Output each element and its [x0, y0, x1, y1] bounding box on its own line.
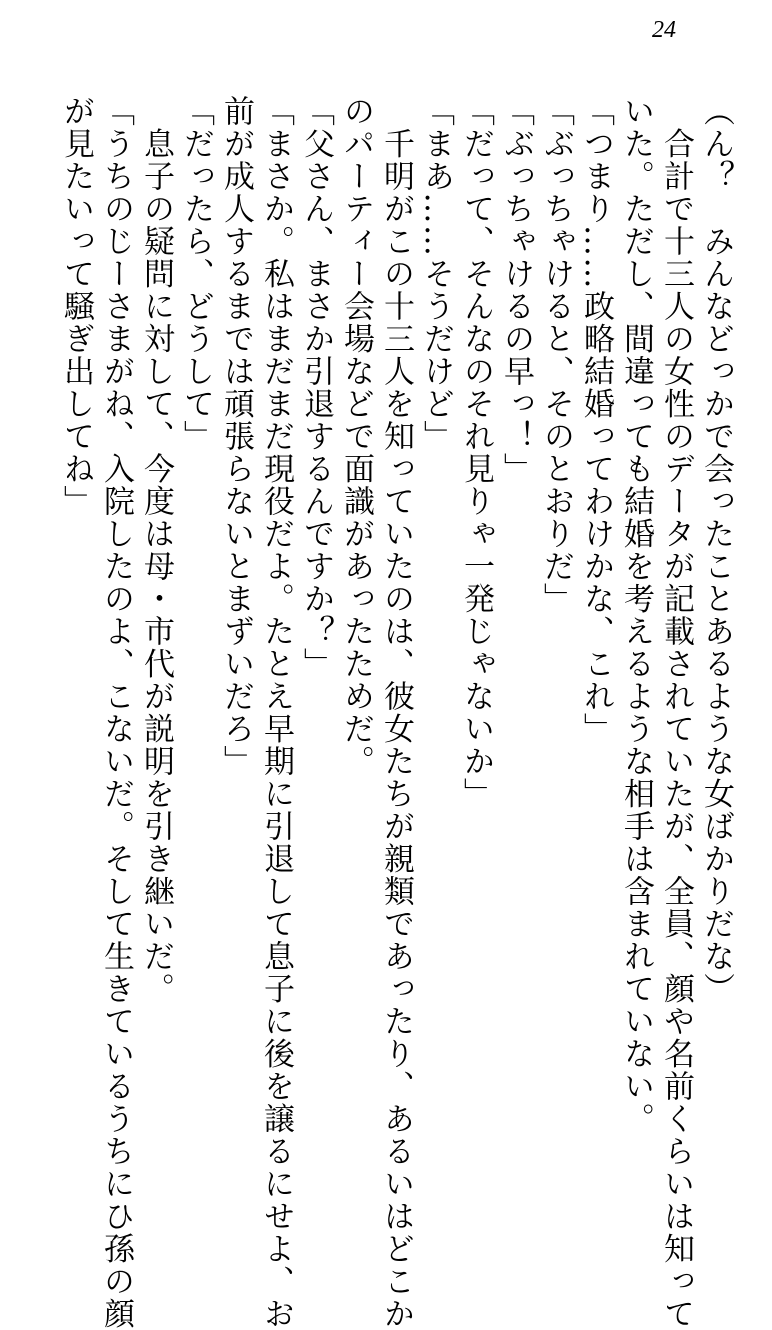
text-line: 「つまり……政略結婚ってわけかな、これ」 [578, 95, 614, 745]
text-line: 前が成人するまでは頑張らないとまずいだろ」 [218, 95, 254, 778]
vertical-text-body [36, 95, 736, 1330]
text-line: 息子の疑問に対して、今度は母・市代が説明を引き継いだ。 [138, 95, 174, 1005]
text-line: いた。ただし、間違っても結婚を考えるような相手は含まれていない。 [618, 95, 654, 1135]
text-line: 「うちのじーさまがね、入院したのよ、こないだ。そして生きているうちにひ孫の顔 [98, 95, 134, 1330]
text-line: 「ぶっちゃけると、そのとおりだ」 [538, 95, 574, 615]
text-line: 「ぶっちゃけるの早っ！」 [498, 95, 534, 485]
text-line: 「まあ……そうだけど」 [418, 95, 454, 453]
text-line: 「だって、そんなのそれ見りゃ一発じゃないか」 [458, 95, 494, 810]
text-line: 「だったら、どうして」 [178, 95, 214, 453]
page-number: 24 [652, 17, 676, 43]
text-line: 「父さん、まさか引退するんですか？」 [298, 95, 334, 680]
text-line: が見たいって騒ぎ出してね」 [58, 95, 94, 518]
text-line: （ん？ みんなどっかで会ったことあるような女ばかりだな） [698, 95, 734, 1005]
text-line: 「まさか。私はまだまだ現役だよ。たとえ早期に引退して息子に後を譲るにせよ、お [258, 95, 294, 1330]
text-line: 千明がこの十三人を知っていたのは、彼女たちが親類であったり、あるいはどこか [378, 95, 414, 1330]
text-line: 合計で十三人の女性のデータが記載されていたが、全員、顔や名前くらいは知って [658, 95, 694, 1330]
text-line: のパーティー会場などで面識があったためだ。 [338, 95, 374, 778]
